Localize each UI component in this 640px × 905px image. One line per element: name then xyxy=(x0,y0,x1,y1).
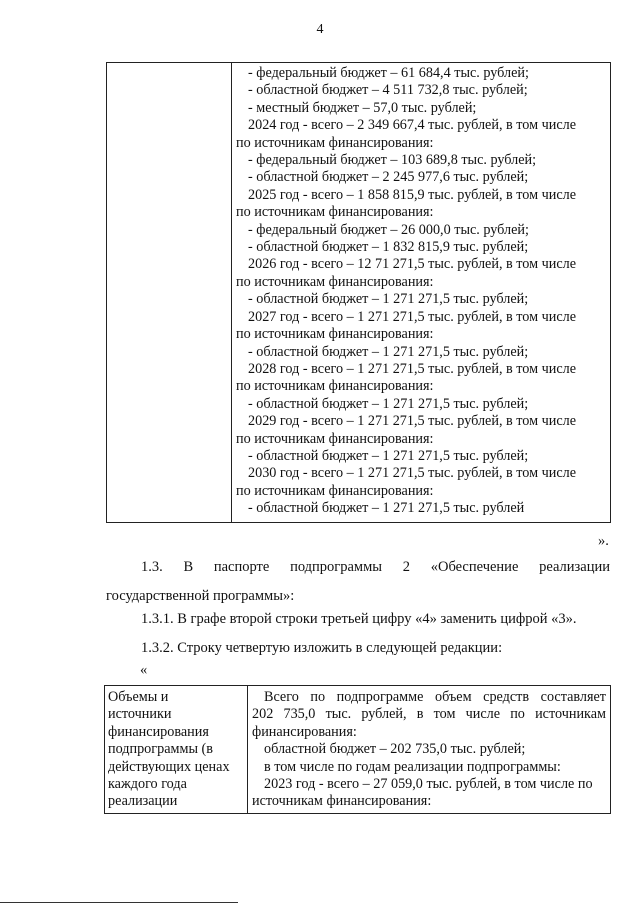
table1-line: - областной бюджет – 4 511 732,8 тыс. рублей; xyxy=(248,82,528,99)
table2-label-line: подпрограммы (в xyxy=(108,741,213,758)
table1-line: 2026 год - всего – 12 71 271,5 тыс. рублей, в том числе xyxy=(248,256,577,273)
table1-line: - областной бюджет – 1 271 271,5 тыс. рублей; xyxy=(248,447,529,464)
table1-line: - областной бюджет – 2 245 977,6 тыс. рублей; xyxy=(248,169,529,186)
table1-line: 2030 год - всего – 1 271 271,5 тыс. рублей, в том числе xyxy=(248,465,577,482)
table1-line: - областной бюджет – 1 271 271,5 тыс. рублей; xyxy=(248,395,529,412)
table1-line: - федеральный бюджет – 26 000,0 тыс. рублей; xyxy=(248,221,529,238)
table2-value-line: финансирования: xyxy=(252,723,357,740)
paragraph-1-3 xyxy=(106,558,610,606)
table2-label-cell xyxy=(105,686,248,814)
paragraph-1-3-word: реализации xyxy=(539,559,610,575)
table2-label-line: Объемы и xyxy=(108,689,169,705)
paragraph-1-3-word: «Обеспечение xyxy=(430,559,519,575)
table1-line: - федеральный бюджет – 61 684,4 тыс. рублей; xyxy=(248,65,529,81)
table1-line: - областной бюджет – 1 832 815,9 тыс. рублей; xyxy=(248,239,529,256)
table1-line: 2027 год - всего – 1 271 271,5 тыс. рублей, в том числе xyxy=(248,308,577,325)
table1-line: - областной бюджет – 1 271 271,5 тыс. рублей; xyxy=(248,343,529,360)
table2-value-cell xyxy=(248,686,611,814)
paragraph-1-3-word: 1.3. xyxy=(141,559,163,575)
table1-line: по источникам финансирования: xyxy=(236,430,434,447)
table1-line: 2029 год - всего – 1 271 271,5 тыс. рублей, в том числе xyxy=(248,413,577,430)
table1-line: по источникам финансирования: xyxy=(236,134,434,151)
table1-left-cell xyxy=(107,63,232,523)
table2-label-line: реализации xyxy=(108,793,178,810)
table2-value-line: Всего по подпрограмме объем средств составляет xyxy=(264,689,606,705)
funding-table-continued xyxy=(106,62,611,523)
table1-line: - областной бюджет – 1 271 271,5 тыс. рублей; xyxy=(248,291,529,308)
paragraph-1-3-word: В xyxy=(183,559,194,575)
table1-line: по источникам финансирования: xyxy=(236,326,434,343)
table1-line: по источникам финансирования: xyxy=(236,204,434,221)
paragraph-1-3-2: 1.3.2. Строку четвертую изложить в следующей редакции: xyxy=(141,640,503,656)
table2-label-line: каждого года xyxy=(108,776,187,793)
table2-value-line: источникам финансирования: xyxy=(252,793,432,810)
table1-line: по источникам финансирования: xyxy=(236,273,434,290)
footnote-separator xyxy=(0,902,238,903)
paragraph-1-3-1: 1.3.1. В графе второй строки третьей цифру «4» заменить цифрой «3». xyxy=(141,611,577,627)
paragraph-1-3-second-line: государственной программы»: xyxy=(106,588,295,604)
paragraph-1-3-word: подпрограммы xyxy=(290,559,383,575)
table1-line: - федеральный бюджет – 103 689,8 тыс. рублей; xyxy=(248,152,537,169)
table1-right-cell xyxy=(232,63,611,523)
table2-value-line: в том числе по годам реализации подпрограммы: xyxy=(264,758,561,775)
table2-value-line: областной бюджет – 202 735,0 тыс. рублей; xyxy=(264,741,526,758)
table1-line: - местный бюджет – 57,0 тыс. рублей; xyxy=(248,99,477,116)
table2-label-line: финансирования xyxy=(108,723,209,740)
table1-line: по источникам финансирования: xyxy=(236,482,434,499)
subprogram-funding-table xyxy=(104,685,611,814)
page-number: 4 xyxy=(316,22,324,37)
open-quote: « xyxy=(140,662,148,678)
table2-value-line: 2023 год - всего – 27 059,0 тыс. рублей, в том числе по xyxy=(264,776,593,793)
paragraph-1-3-word: паспорте xyxy=(213,559,270,575)
paragraph-1-3-first-line xyxy=(106,558,610,577)
paragraph-1-3-word: 2 xyxy=(402,559,410,575)
table1-line: 2028 год - всего – 1 271 271,5 тыс. рублей, в том числе xyxy=(248,360,577,377)
table1-line: по источникам финансирования: xyxy=(236,378,434,395)
table1-line: 2025 год - всего – 1 858 815,9 тыс. рублей, в том числе xyxy=(248,186,577,203)
closing-quote: ». xyxy=(598,533,609,549)
table2-value-line: 202 735,0 тыс. рублей, в том числе по источникам xyxy=(252,706,606,723)
table2-label-line: действующих ценах xyxy=(108,758,230,775)
table1-line: - областной бюджет – 1 271 271,5 тыс. рублей xyxy=(248,500,525,517)
table1-line: 2024 год - всего – 2 349 667,4 тыс. рублей, в том числе xyxy=(248,117,577,134)
table2-label-line: источники xyxy=(108,706,172,723)
